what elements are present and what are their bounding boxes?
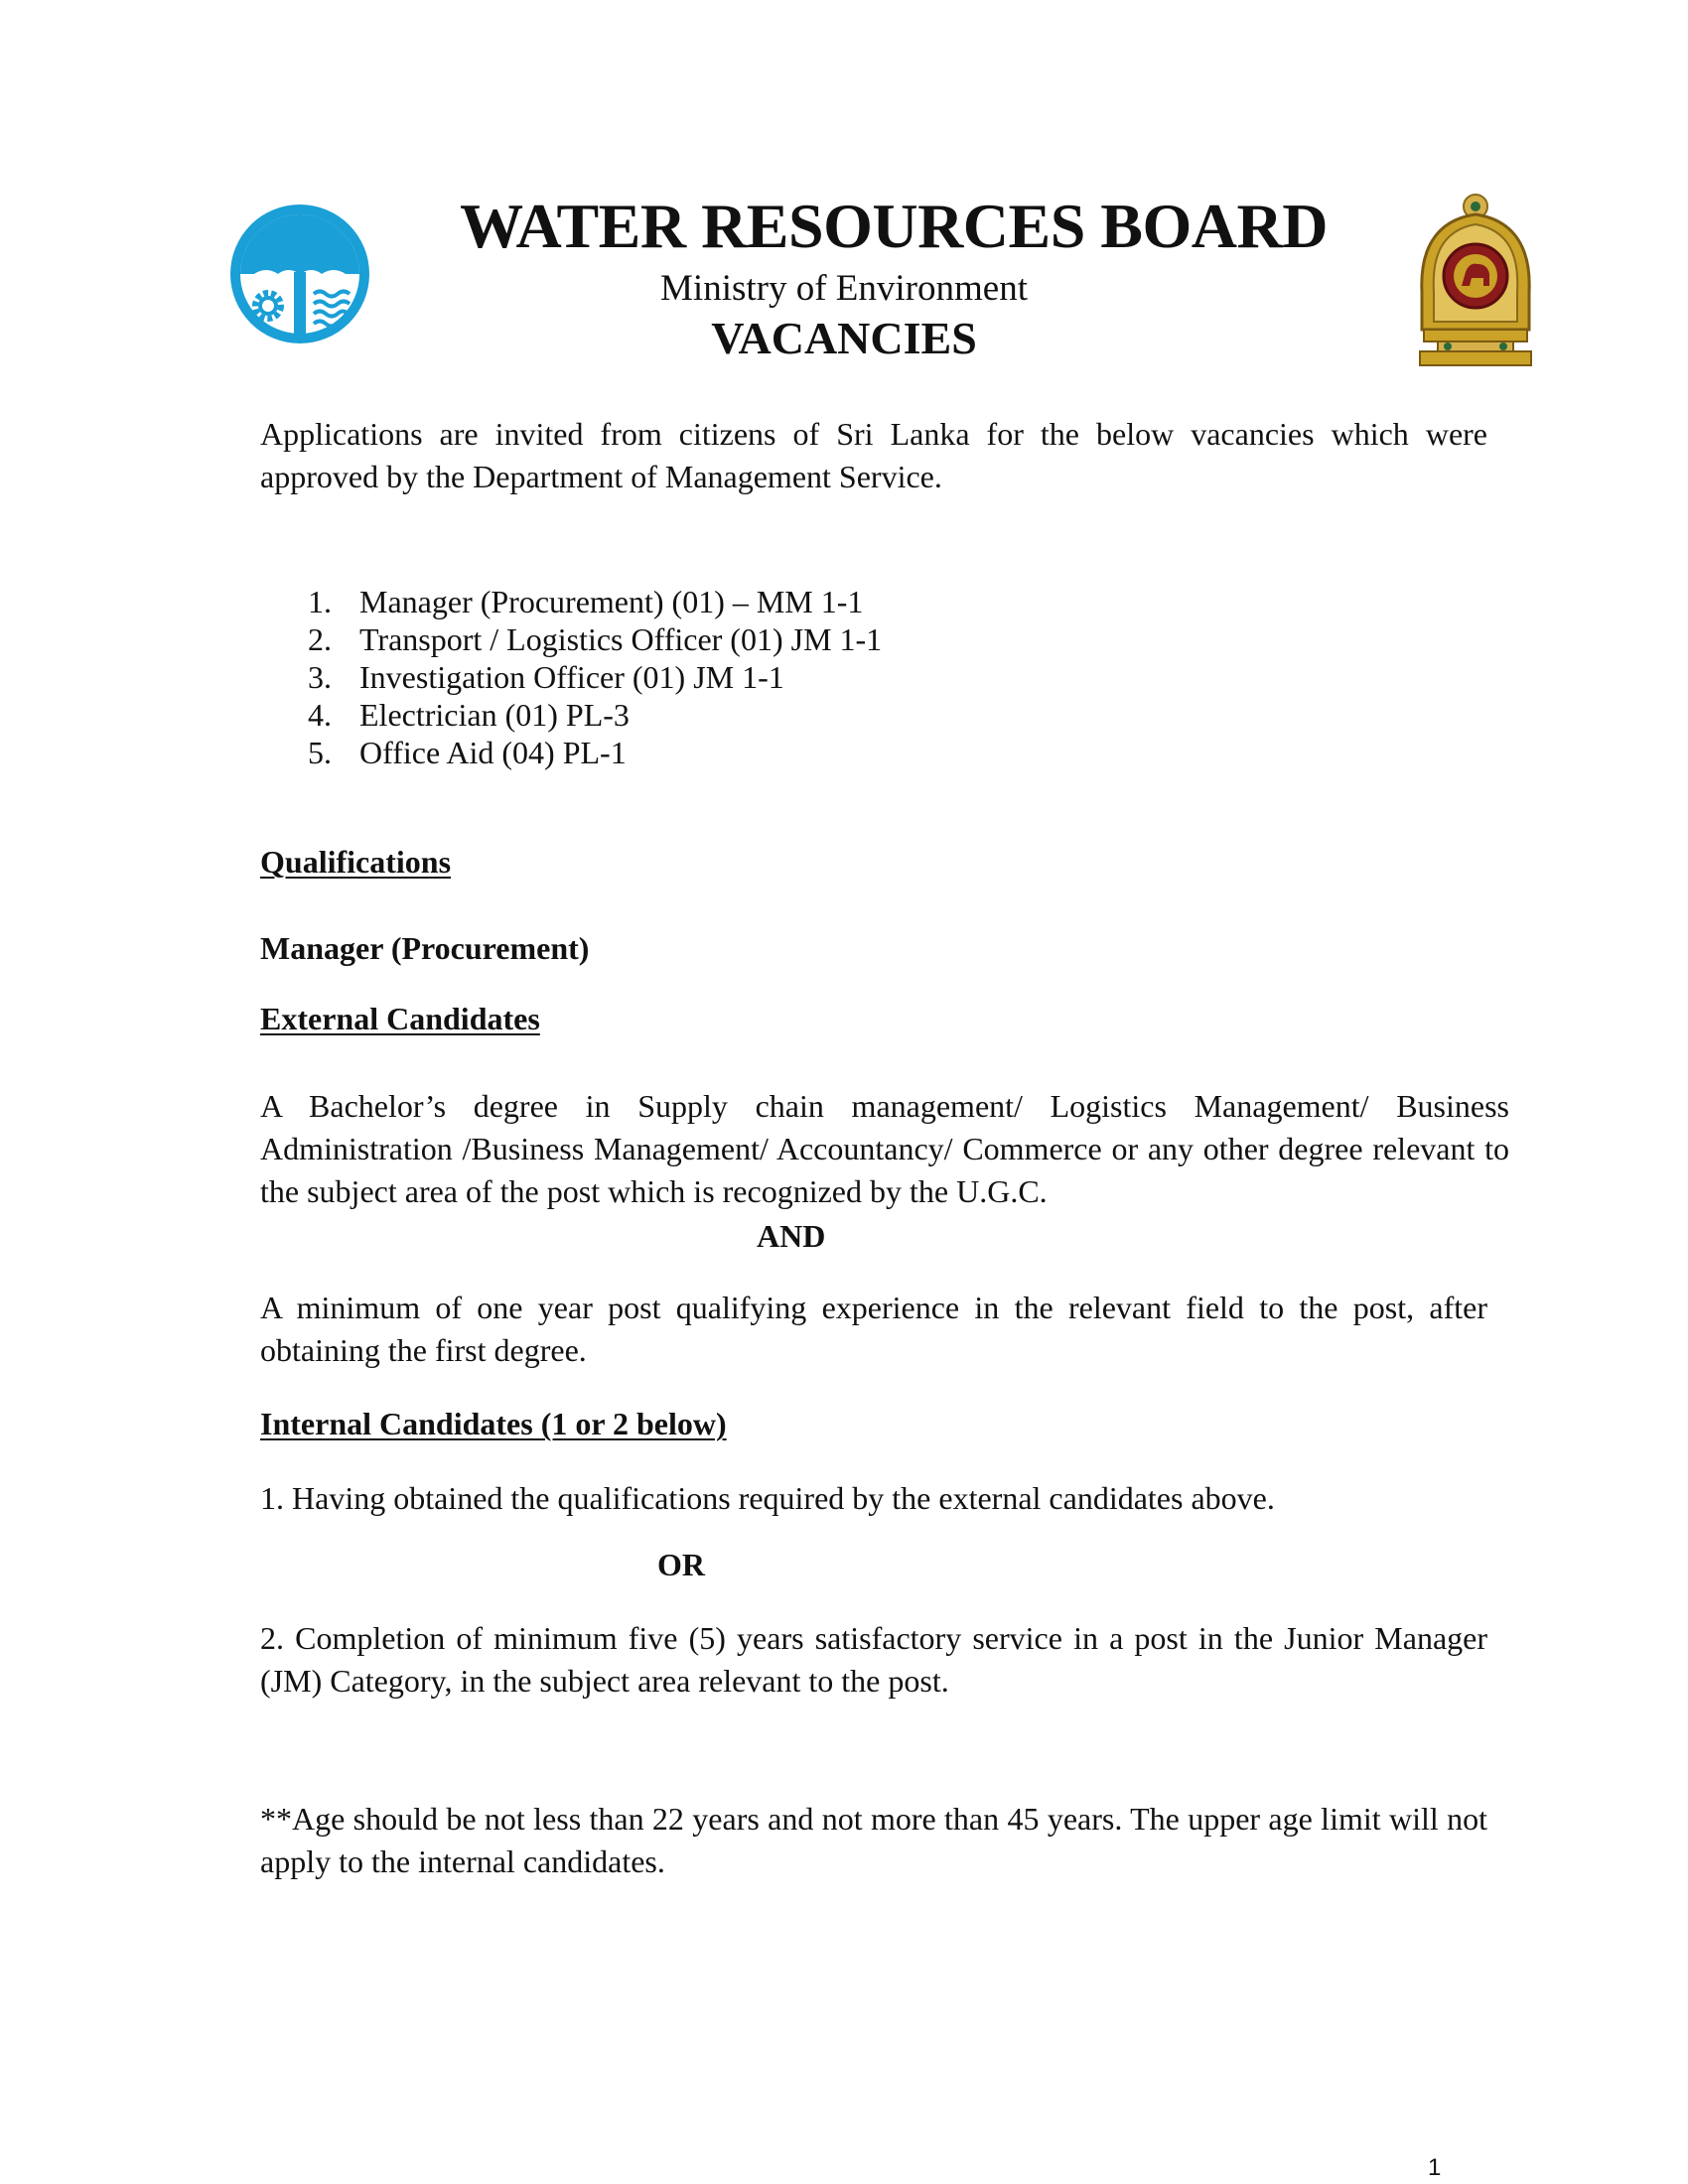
list-item-number: 4. — [308, 697, 332, 733]
qualifications-heading: Qualifications — [260, 844, 452, 880]
internal-option-2: 2. Completion of minimum five (5) years satisfactory service in a post in the Junior Manager (JM) Category, in the subject area relevant to the post. — [260, 1620, 1487, 1699]
internal-option-1: 1. Having obtained the qualifications required by the external candidates above. — [260, 1480, 1275, 1516]
experience-requirement: A minimum of one year post qualifying experience in the relevant field to the post, after obtaining the first degree. — [260, 1290, 1487, 1368]
post-heading: Manager (Procurement) — [260, 930, 590, 966]
list-item-number: 1. — [308, 584, 332, 619]
list-item-number: 3. — [308, 659, 332, 695]
page-title: WATER RESOURCES BOARD — [460, 191, 1328, 261]
list-item-text: Investigation Officer (01) JM 1-1 — [359, 659, 784, 695]
list-item-number: 5. — [308, 735, 332, 770]
or-connector: OR — [657, 1547, 705, 1582]
list-item — [260, 583, 1154, 620]
list-item — [260, 658, 1154, 696]
list-item-text: Transport / Logistics Officer (01) JM 1-1 — [359, 621, 883, 657]
and-connector: AND — [757, 1218, 826, 1254]
page-number: 1 — [1428, 2154, 1442, 2181]
age-note: **Age should be not less than 22 years and not more than 45 years. The upper age limit will not apply to the internal candidates. — [260, 1801, 1487, 1879]
list-item — [260, 620, 1154, 658]
internal-candidates-heading: Internal Candidates (1 or 2 below) — [260, 1406, 727, 1441]
list-item-text: Office Aid (04) PL-1 — [359, 735, 627, 770]
list-item — [260, 696, 1154, 734]
list-item — [260, 734, 1154, 771]
list-item-text: Manager (Procurement) (01) – MM 1-1 — [359, 584, 864, 619]
ministry-name: Ministry of Environment — [660, 268, 1028, 309]
intro-paragraph: Applications are invited from citizens of Sri Lanka for the below vacancies which were approved by the Department of Management Service. — [260, 416, 1487, 494]
degree-requirement: A Bachelor’s degree in Supply chain management/ Logistics Management/ Business Administration /Business Management/ Accountancy/ Commerce or any other degree relevant to the subject area of the post which is recognized by the U.G.C. — [260, 1088, 1509, 1209]
vacancy-list — [260, 583, 1154, 771]
vacancies-heading: VACANCIES — [711, 313, 977, 363]
list-item-text: Electrician (01) PL-3 — [359, 697, 630, 733]
list-item-number: 2. — [308, 621, 332, 657]
external-candidates-heading: External Candidates — [260, 1001, 540, 1036]
